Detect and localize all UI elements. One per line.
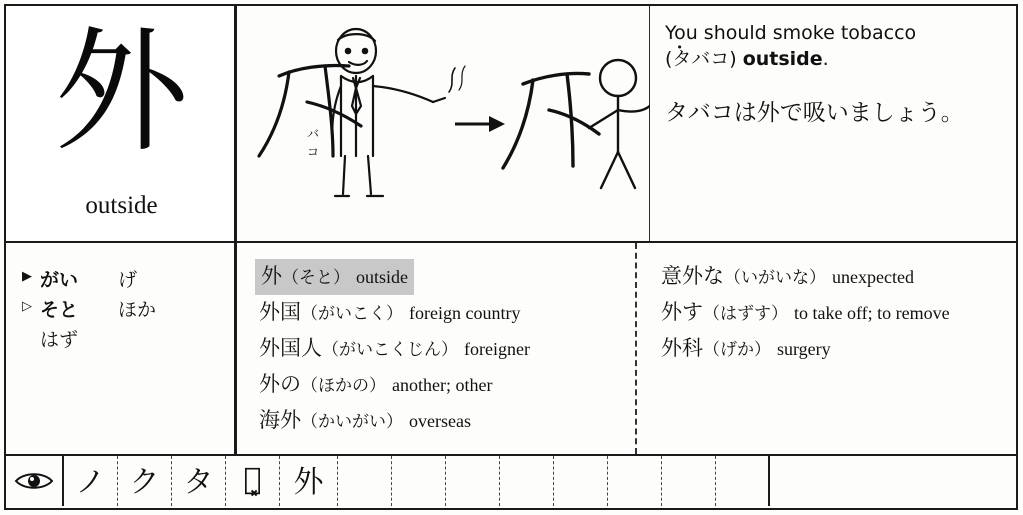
practice-cell[interactable] (608, 456, 662, 506)
reading-row (22, 325, 234, 355)
stroke-step-5: 外 (280, 456, 338, 506)
explanation-bold-word: outside (742, 48, 823, 70)
vocab-kana: （がいこく） (301, 304, 403, 324)
explanation-japanese-text: タバコは外で吸いましょう。 (665, 100, 964, 126)
vocab-word: 外科 (661, 336, 703, 360)
vocabulary-left-column (237, 243, 637, 454)
practice-cell[interactable] (338, 456, 392, 506)
explanation-line-1: You should smoke tobacco (665, 22, 917, 44)
vocab-gloss: surgery (777, 339, 831, 359)
vocab-entry (259, 259, 635, 295)
vocab-entry (661, 331, 1016, 367)
vocab-kana: （かいがい） (301, 412, 403, 432)
reading-on-3: はず (40, 329, 79, 351)
kanji-display-box (6, 6, 237, 241)
vocab-kana: （げか） (703, 340, 771, 360)
vocab-word: 外国 (259, 300, 301, 324)
top-band (6, 6, 1016, 243)
vocab-word: 外の (259, 372, 301, 396)
kanji-character: 外 (54, 14, 189, 170)
explanation-panel (651, 6, 1016, 241)
vocab-gloss: foreign country (409, 303, 521, 323)
vocab-entry (259, 403, 635, 439)
reading-kun-1: げ (118, 269, 138, 291)
stroke-step-4: タ͓ (226, 456, 280, 506)
readings-panel (6, 243, 237, 454)
reading-row (22, 295, 234, 325)
practice-cell[interactable] (500, 456, 554, 506)
vocab-gloss: another; other (392, 375, 493, 395)
vocab-word: 海外 (259, 408, 301, 432)
reading-kun-2: ほか (118, 299, 157, 321)
reading-on-1: がい (40, 269, 79, 291)
vocab-word: 意外な (661, 264, 724, 288)
stroke-order-grid (64, 456, 1016, 506)
notes-cell[interactable] (770, 456, 1016, 506)
svg-text:コ: コ (307, 145, 320, 159)
stroke-step-1: ノ (64, 456, 118, 506)
practice-cell[interactable] (554, 456, 608, 506)
vocab-kana: （はずす） (703, 304, 788, 324)
stroke-step-3: タ (172, 456, 226, 506)
explanation-period: . (822, 48, 829, 70)
vocabulary-right-column (643, 243, 1016, 454)
vocab-entry (661, 259, 1016, 295)
explanation-english (665, 20, 1006, 72)
middle-band (6, 243, 1016, 456)
vocab-kana: （がいこくじん） (322, 340, 458, 360)
reading-row (22, 265, 234, 295)
vocab-gloss: foreigner (464, 339, 530, 359)
vocab-kana: （いがいな） (724, 268, 826, 288)
eye-icon-cell (6, 456, 64, 506)
vocab-word: 外 (261, 264, 282, 288)
mnemonic-furigana: バ (307, 127, 320, 141)
explanation-japanese (665, 94, 1006, 127)
mnemonic-drawing (237, 6, 650, 241)
vocab-gloss: outside (356, 267, 408, 287)
vocab-entry (661, 295, 1016, 331)
practice-cell[interactable] (716, 456, 770, 506)
vocab-kana: （ほかの） (301, 376, 386, 396)
vocab-gloss: overseas (409, 411, 471, 431)
stroke-step-2: ク (118, 456, 172, 506)
vocab-gloss: unexpected (832, 267, 914, 287)
vocab-word: 外す (661, 300, 703, 324)
vocab-entry (259, 295, 635, 331)
practice-cell[interactable] (662, 456, 716, 506)
vocab-gloss: to take off; to remove (794, 303, 950, 323)
vocab-entry (259, 367, 635, 403)
reading-on-2: そと (40, 299, 79, 321)
practice-cell[interactable] (392, 456, 446, 506)
vocab-kana: （そと） (282, 268, 350, 288)
mnemonic-illustration (237, 6, 650, 241)
explanation-paren-close: ) (729, 48, 743, 70)
vocab-entry (259, 331, 635, 367)
eye-icon (14, 470, 54, 492)
reading-marker-icon: ▷ (22, 299, 32, 314)
explanation-paren-open: ( (665, 48, 673, 70)
stroke-order-band (6, 456, 1016, 508)
reading-marker-icon: ▶ (22, 269, 32, 284)
practice-cell[interactable] (446, 456, 500, 506)
kanji-meaning: outside (85, 192, 158, 219)
explanation-tabako: タバコ (672, 48, 730, 70)
vocab-word: 外国人 (259, 336, 322, 360)
